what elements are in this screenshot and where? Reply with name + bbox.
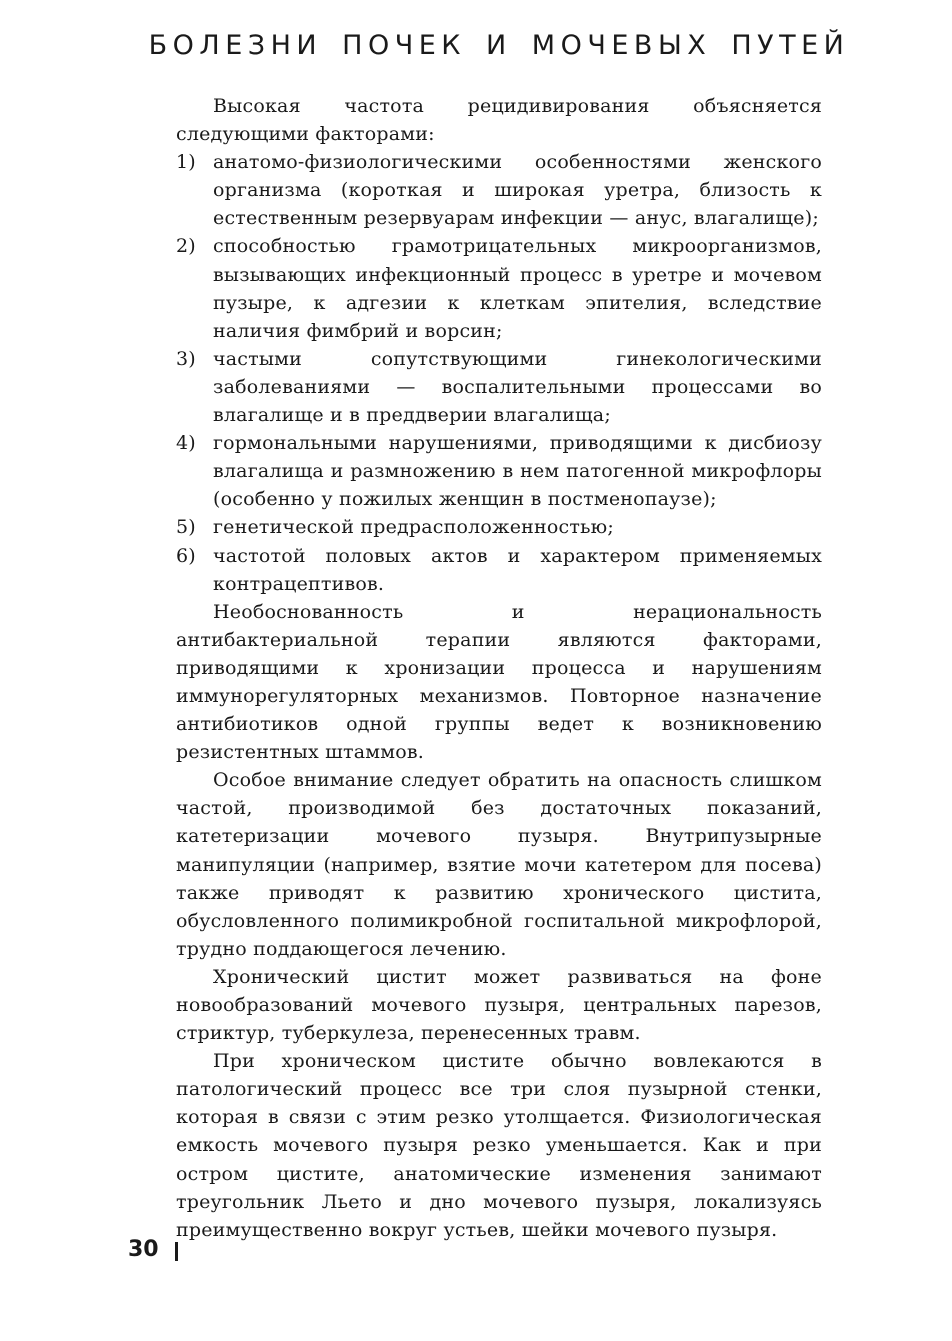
paragraph-background-conditions: Хронический цистит может развиваться на фоне новообразований мочевого пузыря, центральных парезов, стриктур, туберкулеза, перенесенных травм.: [176, 965, 822, 1045]
paragraph-catheterization: Особое внимание следует обратить на опасность слишком частой, производимой без достаточных показаний, катетеризации мочевого пузыря. Внутрипузырные манипуляции (например, взятие мочи катетером для посева) также приводят к развитию хронического цистита, обусловленного полимикробной госпитальной микрофлорой, трудно поддающегося лечению.: [176, 769, 822, 960]
intro-paragraph: Высокая частота рецидивирования объясняется следующими факторами:: [176, 95, 822, 146]
list-item-number: 1): [176, 151, 196, 174]
running-head: БОЛЕЗНИ ПОЧЕК И МОЧЕВЫХ ПУТЕЙ: [148, 30, 850, 61]
list-item-text: способностью грамотрицательных микроорганизмов, вызывающих инфекционный процесс в уретре и мочевом пузыре, к адгезии к клеткам эпителия, вследствие наличия фимбрий и ворсин;: [213, 235, 822, 342]
list-item: [176, 513, 822, 541]
list-item-text: частотой половых актов и характером применяемых контрацептивов.: [213, 544, 822, 595]
list-item: [176, 232, 822, 344]
list-item-number: 3): [176, 347, 196, 370]
paragraph-antibacterial-therapy: Необоснованность и нерациональность антибактериальной терапии являются факторами, приводящими к хронизации процесса и нарушениям иммунорегуляторных механизмов. Повторное назначение антибиотиков одной группы ведет к возникновению резистентных штаммов.: [176, 600, 822, 764]
list-item-number: 4): [176, 432, 196, 455]
list-item-number: 6): [176, 544, 196, 567]
list-item-text: частыми сопутствующими гинекологическими заболеваниями — воспалительными процессами во влагалище и в преддверии влагалища;: [213, 347, 822, 427]
list-item: [176, 148, 822, 232]
list-item: [176, 345, 822, 429]
list-item-number: 5): [176, 516, 196, 539]
folio-divider: [175, 1242, 178, 1261]
list-item: [176, 429, 822, 513]
list-item: [176, 542, 822, 598]
body-text: [176, 92, 822, 1244]
list-item-text: генетической предрасположенностью;: [213, 516, 614, 539]
paragraph-pathology: При хроническом цистите обычно вовлекаются в патологический процесс все три слоя пузырной стенки, которая в связи с этим резко утолщается. Физиологическая емкость мочевого пузыря резко уменьшается. Как и при остром цистите, анатомические изменения занимают треугольник Льето и дно мочевого пузыря, локализуясь преимущественно вокруг устьев, шейки мочевого пузыря.: [176, 1050, 822, 1241]
factors-list: [176, 148, 822, 598]
list-item-number: 2): [176, 235, 196, 258]
page-number: 30: [128, 1237, 159, 1262]
list-item-text: гормональными нарушениями, приводящими к дисбиозу влагалища и размножению в нем патогенной микрофлоры (особенно у пожилых женщин в постменопаузе);: [213, 432, 822, 511]
list-item-text: анатомо-физиологическими особенностями женского организма (короткая и широкая уретра, близость к естественным резервуарам инфекции — анус, влагалище);: [213, 151, 822, 230]
